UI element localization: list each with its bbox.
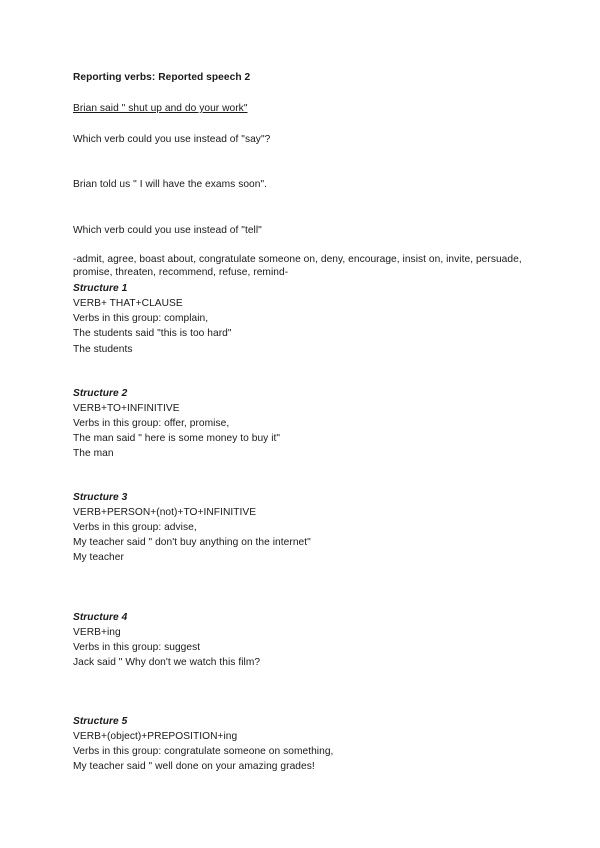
page-title: Reporting verbs: Reported speech 2 [73, 72, 251, 83]
structure-3-pattern: VERB+PERSON+(not)+TO+INFINITIVE [73, 507, 257, 518]
structure-1-verbs: Verbs in this group: complain, [73, 313, 209, 324]
structure-5-pattern: VERB+(object)+PREPOSITION+ing [73, 731, 238, 742]
example1-question: Which verb could you use instead of "say"? [73, 134, 271, 145]
structure-2-verbs: Verbs in this group: offer, promise, [73, 418, 230, 429]
structure-4-verbs: Verbs in this group: suggest [73, 642, 201, 653]
structure-4-pattern: VERB+ing [73, 627, 121, 638]
verb-list: -admit, agree, boast about, congratulate someone on, deny, encourage, insist on, invite, persuade, promise, threaten, recommend, refuse, remind- [73, 254, 522, 278]
example1-quote: Brian said " shut up and do your work" [73, 103, 248, 114]
structure-5-verbs: Verbs in this group: congratulate someone on something, [73, 746, 334, 757]
structure-1-pattern: VERB+ THAT+CLAUSE [73, 298, 183, 309]
structure-2-pattern: VERB+TO+INFINITIVE [73, 403, 180, 414]
structure-5-example: My teacher said " well done on your amazing grades! [73, 761, 315, 772]
structure-4-example: Jack said " Why don't we watch this film? [73, 657, 261, 668]
structure-5-heading: Structure 5 [73, 716, 128, 727]
structure-1-example: The students said "this is too hard" [73, 328, 232, 339]
structure-1-answer: The students [73, 344, 133, 355]
structure-2-answer: The man [73, 448, 114, 459]
structure-3-example: My teacher said " don't buy anything on the internet" [73, 537, 311, 548]
structure-3-heading: Structure 3 [73, 492, 128, 503]
structure-3-answer: My teacher [73, 552, 124, 563]
structure-2-example: The man said " here is some money to buy it" [73, 433, 281, 444]
structure-1-heading: Structure 1 [73, 283, 128, 294]
structure-3-verbs: Verbs in this group: advise, [73, 522, 197, 533]
structure-4-heading: Structure 4 [73, 612, 128, 623]
example2-question: Which verb could you use instead of "tell" [73, 225, 262, 236]
example2-quote: Brian told us " I will have the exams soon". [73, 179, 268, 190]
structure-2-heading: Structure 2 [73, 388, 128, 399]
